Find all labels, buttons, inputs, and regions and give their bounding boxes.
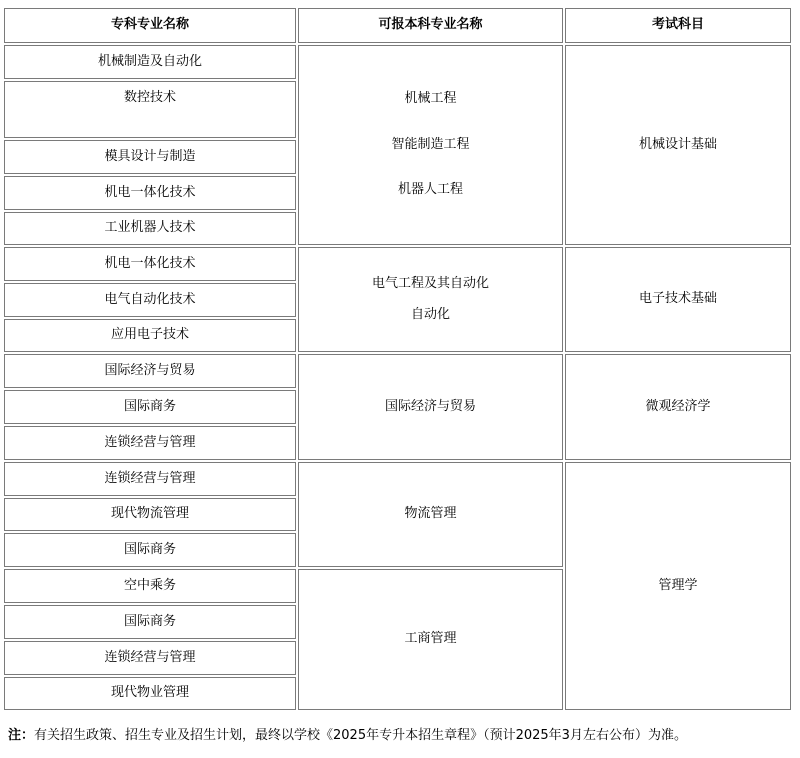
diploma-major-cell: 国际经济与贸易 [4, 354, 296, 388]
exam-subject-cell: 管理学 [565, 462, 791, 710]
bachelor-major-cell [298, 247, 563, 352]
diploma-major-cell: 现代物业管理 [4, 677, 296, 710]
diploma-major-cell: 空中乘务 [4, 569, 296, 603]
bachelor-major-cell: 物流管理 [298, 462, 563, 567]
bachelor-major-cell: 国际经济与贸易 [298, 354, 563, 460]
footnote [8, 724, 687, 743]
diploma-major-cell: 连锁经营与管理 [4, 641, 296, 675]
footnote-label: 注： [8, 728, 35, 743]
diploma-major-cell: 电气自动化技术 [4, 283, 296, 317]
header-bachelor-major: 可报本科专业名称 [298, 8, 563, 43]
bachelor-major: 智能制造工程 [391, 136, 470, 152]
bachelor-major-cell [298, 45, 563, 245]
diploma-major-cell: 数控技术 [4, 81, 296, 138]
diploma-major-cell: 现代物流管理 [4, 498, 296, 531]
diploma-major-cell: 连锁经营与管理 [4, 462, 296, 496]
header-exam-subject: 考试科目 [565, 8, 791, 43]
diploma-major-cell: 连锁经营与管理 [4, 426, 296, 460]
header-diploma-major: 专科专业名称 [4, 8, 296, 43]
exam-subject-cell: 微观经济学 [565, 354, 791, 460]
bachelor-major: 自动化 [410, 306, 450, 322]
exam-subject-cell: 电子技术基础 [565, 247, 791, 352]
diploma-major-cell: 机电一体化技术 [4, 247, 296, 281]
diploma-major-cell: 国际商务 [4, 533, 296, 567]
bachelor-major: 机器人工程 [397, 182, 463, 198]
bachelor-major: 电气工程及其自动化 [371, 275, 489, 291]
diploma-major-cell: 模具设计与制造 [4, 140, 296, 174]
diploma-major-cell: 应用电子技术 [4, 319, 296, 352]
footnote-text: 有关招生政策、招生专业及招生计划，最终以学校《2025年专升本招生章程》（预计2025年3月左右公布）为准。 [34, 728, 687, 743]
exam-subject-cell: 机械设计基础 [565, 45, 791, 245]
diploma-major-cell: 工业机器人技术 [4, 212, 296, 245]
diploma-major-cell: 机电一体化技术 [4, 176, 296, 210]
bachelor-major: 机械工程 [404, 90, 457, 106]
diploma-major-cell: 国际商务 [4, 605, 296, 639]
bachelor-major-cell: 工商管理 [298, 569, 563, 710]
diploma-major-cell: 机械制造及自动化 [4, 45, 296, 79]
diploma-major-cell: 国际商务 [4, 390, 296, 424]
